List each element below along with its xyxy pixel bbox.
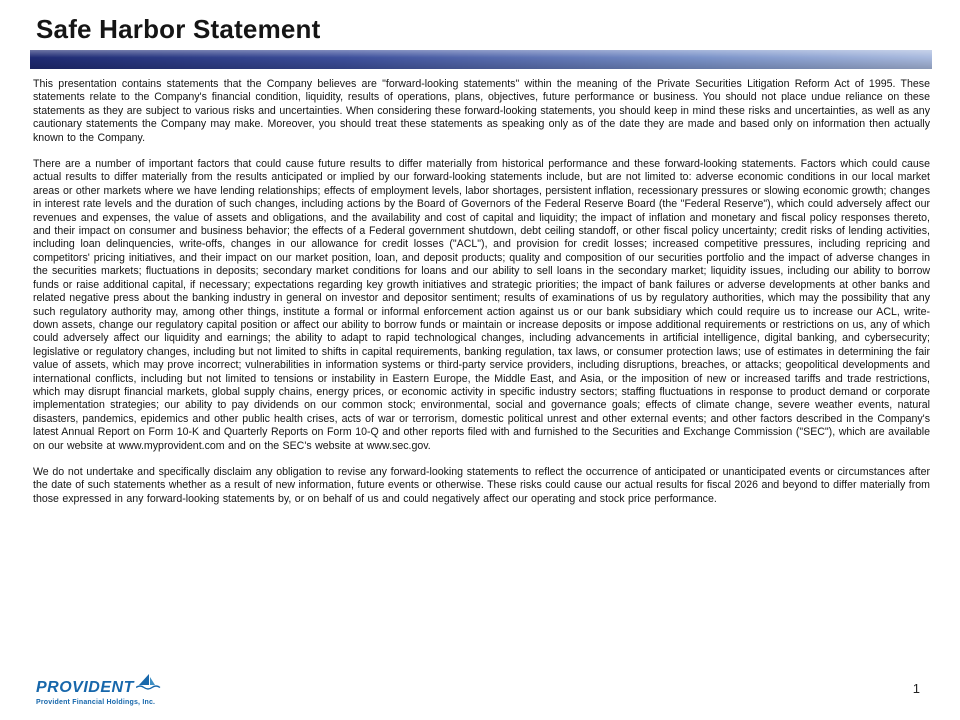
sail-waves-icon [136, 673, 162, 696]
page-title: Safe Harbor Statement [36, 14, 321, 44]
logo-tagline: Provident Financial Holdings, Inc. [36, 699, 156, 706]
title-accent-bar [30, 50, 932, 69]
safe-harbor-text [33, 78, 930, 519]
page-number: 1 [912, 681, 920, 696]
logo-wordmark: PROVIDENT [36, 679, 134, 696]
paragraph-risk-factors: There are a number of important factors that could cause future results to differ materially from historical performance and these forward-looking statements. Factors which could cause actual results to differ materially from the results anticipated or implied by our forward-looking statements include, but are not limited to: adverse economic conditions in our local market areas or other markets where we have lending relationships; effects of employment levels, labor shortages, persistent inflation, recessionary pressures or slowing economic growth; changes in interest rate levels and the duration of such changes, including actions by the Board of Governors of the Federal Reserve Board (the "Federal Reserve"), which could adversely affect our revenues and expenses, the value of assets and obligations, and the availability and cost of capital and liquidity; the impact of inflation and monetary and fiscal policy responses thereto, and their impact on consumer and business behavior; the effects of a Federal government shutdown, debt ceiling standoff, or other fiscal policy uncertainty; credit risks of lending activities, including loan delinquencies, write-offs, changes in our allowance for credit losses ("ACL"), and provision for credit losses; increased competitive pressures, including repricing and competitors' pricing initiatives, and their impact on our market position, loan, and deposit products; quality and composition of our securities portfolio and the impact of adverse changes in the securities markets; fluctuations in deposits; secondary market conditions for loans and our ability to sell loans in the secondary market; liquidity issues, including our ability to borrow funds or raise additional capital, if necessary; expectations regarding key growth initiatives and strategic priorities; the impact of bank failures or adverse developments at other banks and related negative press about the banking industry in general on investor and depositor sentiment; results of examinations of us by regulatory authorities, which may the possibility that any such regulatory authority may, among other things, institute a formal or informal enforcement action against us or our bank subsidiary which could require us to increase our ACL, write-down assets, change our regulatory capital position or affect our ability to borrow funds or maintain or increase deposits or impose additional requirements or restrictions on us, any of which could adversely affect our liquidity and earnings; the ability to adapt to rapid technological changes, including advancements in artificial intelligence, digital banking, and cybersecurity; legislative or regulatory changes, including but not limited to shifts in capital requirements, banking regulation, tax laws, or consumer protection laws; use of estimates in determining the fair value of assets, which may prove incorrect; vulnerabilities in information systems or third-party service providers, including disruptions, breaches, or attacks; geopolitical developments and international conflicts, including but not limited to tensions or instability in Eastern Europe, the Middle East, and Asia, or the imposition of new or increased tariffs and trade restrictions, which may disrupt financial markets, global supply chains, energy prices, or economic activity in specific industry sectors; staffing fluctuations in response to product demand or corporate implementation strategies; our ability to pay dividends on our common stock; environmental, social and governance goals; effects of climate change, severe weather events, natural disasters, pandemics, epidemics and other public health crises, acts of war or terrorism, domestic political unrest and other external events; and other factors described in the Company's latest Annual Report on Form 10-K and Quarterly Reports on Form 10-Q and other reports filed with and furnished to the Securities and Exchange Commission ("SEC"), which are available on our website at www.myprovident.com and on the SEC's website at www.sec.gov. [33, 158, 930, 452]
paragraph-forward-looking: This presentation contains statements that the Company believes are "forward-looking statements" within the meaning of the Private Securities Litigation Reform Act of 1995. These statements relate to the Company's financial condition, liquidity, results of operations, plans, objectives, future performance or business. You should not place undue reliance on these statements as they are subject to various risks and uncertainties. When considering these forward-looking statements, you should keep in mind these risks and uncertainties, as well as any cautionary statements the Company may make. Moreover, you should treat these statements as speaking only as of the date they are made and based only on information then actually known to the Company. [33, 78, 930, 144]
provident-logo [36, 673, 162, 706]
paragraph-disclaimer: We do not undertake and specifically disclaim any obligation to revise any forward-looking statements to reflect the occurrence of anticipated or unanticipated events or circumstances after the date of such statements whether as a result of new information, future events or otherwise. These risks could cause our actual results for fiscal 2026 and beyond to differ materially from those expressed in any forward-looking statements by, or on behalf of us and could negatively affect our operating and stock price performance. [33, 465, 930, 505]
